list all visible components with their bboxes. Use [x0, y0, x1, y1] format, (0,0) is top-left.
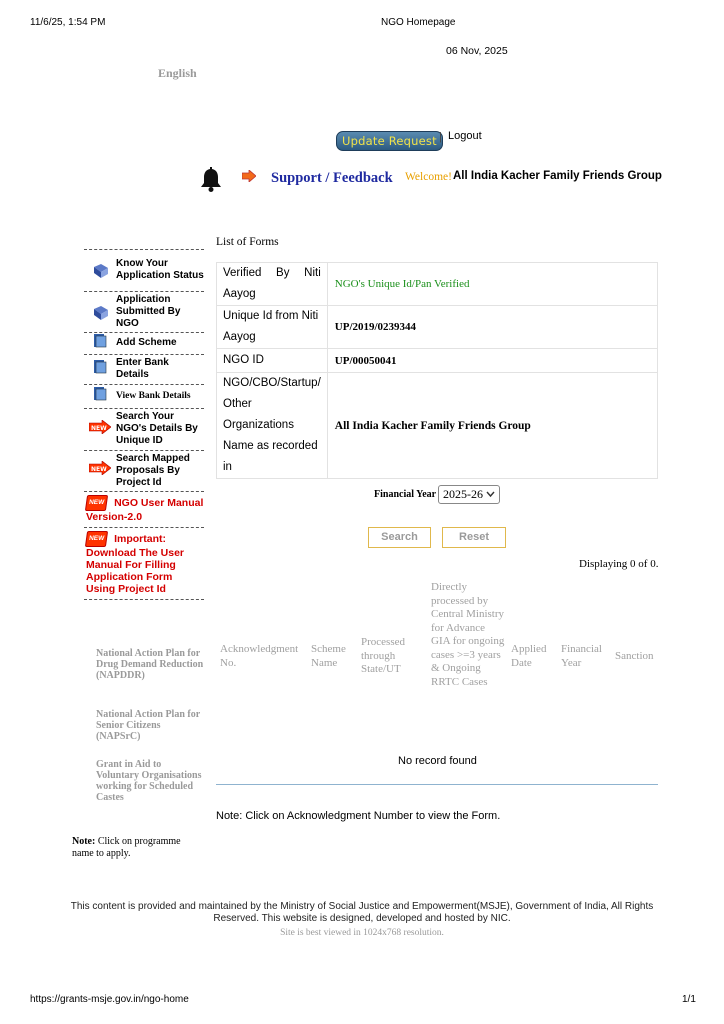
user-manual-label: NGO User Manual Version-2.0: [86, 496, 204, 523]
logout-link[interactable]: Logout: [448, 130, 482, 142]
print-url: https://grants-msje.gov.in/ngo-home: [30, 994, 189, 1005]
sidebar-item-search-ngo-details[interactable]: [84, 408, 204, 450]
info-key: Verified By Niti Aayog: [217, 263, 328, 306]
sidebar-item-add-scheme[interactable]: [84, 332, 204, 354]
print-page-number: 1/1: [682, 994, 696, 1005]
info-key: Unique Id from Niti Aayog: [217, 306, 328, 349]
info-key: NGO ID: [217, 349, 328, 373]
notification-bell-icon[interactable]: [200, 167, 222, 193]
acknowledgment-note: Note: Click on Acknowledgment Number to view the Form.: [216, 810, 501, 822]
important-label: Important: Download The User Manual For Filling Application Form Using Project Id: [86, 532, 185, 595]
important-manual-link[interactable]: [84, 527, 204, 600]
separator: |: [439, 131, 442, 143]
sidebar-item-label: Search Mapped Proposals By Project Id: [116, 452, 190, 488]
print-datetime: 11/6/25, 1:54 PM: [30, 17, 106, 28]
new-badge: NEW: [85, 495, 108, 511]
programme-link-sc-grant[interactable]: Grant in Aid to Voluntary Organisations working for Scheduled Castes: [96, 759, 202, 803]
sidebar-item-label: Enter Bank Details: [116, 357, 169, 380]
displaying-count: Displaying 0 of 0.: [579, 558, 659, 570]
footer-line-2: Reserved. This website is designed, developed and hosted by NIC.: [213, 913, 511, 924]
financial-year-label: Financial Year: [374, 489, 437, 500]
sidebar-item-label: Application Submitted By NGO: [116, 293, 181, 329]
no-record-text: No record found: [398, 755, 477, 767]
arrow-icon: [242, 169, 256, 181]
user-manual-link[interactable]: [84, 491, 204, 527]
update-request-button[interactable]: Update Request: [336, 131, 443, 151]
support-feedback-link[interactable]: Support / Feedback: [271, 170, 393, 186]
column-direct-central: Directly processed by Central Ministry for Advance GIA for ongoing cases >=3 years & Ongoing RRTC Cases: [431, 581, 505, 688]
new-badge: NEW: [85, 531, 108, 547]
resolution-note: Site is best viewed in 1024x768 resolution.: [280, 928, 444, 938]
info-key: NGO/CBO/Startup/ Other Organizations Name as recorded in: [217, 373, 328, 479]
sidebar-item-label: Search Your NGO's Details By Unique ID: [116, 411, 198, 446]
column-applied-date: Applied Date: [511, 643, 547, 669]
svg-text:NEW: NEW: [91, 424, 107, 432]
programme-link-napsrc[interactable]: National Action Plan for Senior Citizens (NAPSrC): [96, 709, 200, 742]
book-icon: [92, 263, 108, 277]
financial-year-value: 2025-26: [443, 487, 483, 501]
info-value-unique-id: UP/2019/0239344: [327, 306, 657, 349]
sidebar-item-label: View Bank Details: [116, 391, 191, 401]
programme-note: [72, 836, 202, 859]
info-value-verified: NGO's Unique Id/Pan Verified: [327, 263, 657, 306]
info-value-org-name: All India Kacher Family Friends Group: [327, 373, 657, 479]
info-value-ngo-id: UP/00050041: [327, 349, 657, 373]
column-sanction: Sanction: [615, 650, 654, 662]
sidebar-item-applications-submitted[interactable]: [84, 291, 204, 332]
ngo-info-table: [216, 262, 658, 479]
sidebar-item-application-status[interactable]: [84, 249, 204, 291]
info-row: [217, 373, 658, 479]
list-of-forms-heading: List of Forms: [216, 236, 279, 248]
footer-text: [0, 901, 724, 925]
document-icon: [92, 359, 108, 379]
sidebar-item-label: Add Scheme: [116, 337, 177, 348]
reset-button[interactable]: Reset: [442, 527, 506, 548]
svg-text:NEW: NEW: [91, 466, 107, 473]
document-icon: [92, 386, 108, 406]
info-row: [217, 349, 658, 373]
note-text: Click on programme name to apply.: [72, 836, 181, 859]
programme-link-napddr[interactable]: National Action Plan for Drug Demand Reduction (NAPDDR): [96, 648, 204, 681]
document-icon: [92, 333, 108, 353]
table-divider: [216, 784, 658, 785]
book-icon: [92, 305, 108, 319]
language-link[interactable]: English: [158, 66, 197, 80]
chevron-down-icon: [486, 486, 495, 507]
print-title: NGO Homepage: [381, 17, 456, 28]
footer-line-1: This content is provided and maintained by the Ministry of Social Justice and Empowerment(MSJE), Government of India, All Rights: [70, 901, 654, 912]
new-arrow-icon: [89, 420, 111, 439]
search-button[interactable]: Search: [368, 527, 431, 548]
financial-year-select[interactable]: [438, 485, 500, 504]
info-row: [217, 306, 658, 349]
welcome-text: Welcome!: [405, 171, 452, 183]
column-scheme-name: Scheme Name: [311, 643, 346, 669]
org-name: All India Kacher Family Friends Group: [453, 170, 662, 182]
sidebar-item-label: Know Your Application Status: [116, 258, 204, 281]
new-arrow-icon: [89, 461, 111, 480]
sidebar-item-enter-bank-details[interactable]: [84, 354, 204, 384]
column-financial-year: Financial Year: [561, 643, 602, 669]
column-processed-state: Processed through State/UT: [361, 636, 405, 675]
info-row: [217, 263, 658, 306]
sidebar-item-view-bank-details[interactable]: [84, 384, 204, 408]
sidebar-item-search-mapped-proposals[interactable]: [84, 450, 204, 491]
current-date: 06 Nov, 2025: [446, 45, 508, 57]
column-ack-no: Acknowledgment No.: [220, 643, 299, 669]
note-label: Note:: [72, 836, 96, 847]
side-menu: [84, 249, 204, 600]
